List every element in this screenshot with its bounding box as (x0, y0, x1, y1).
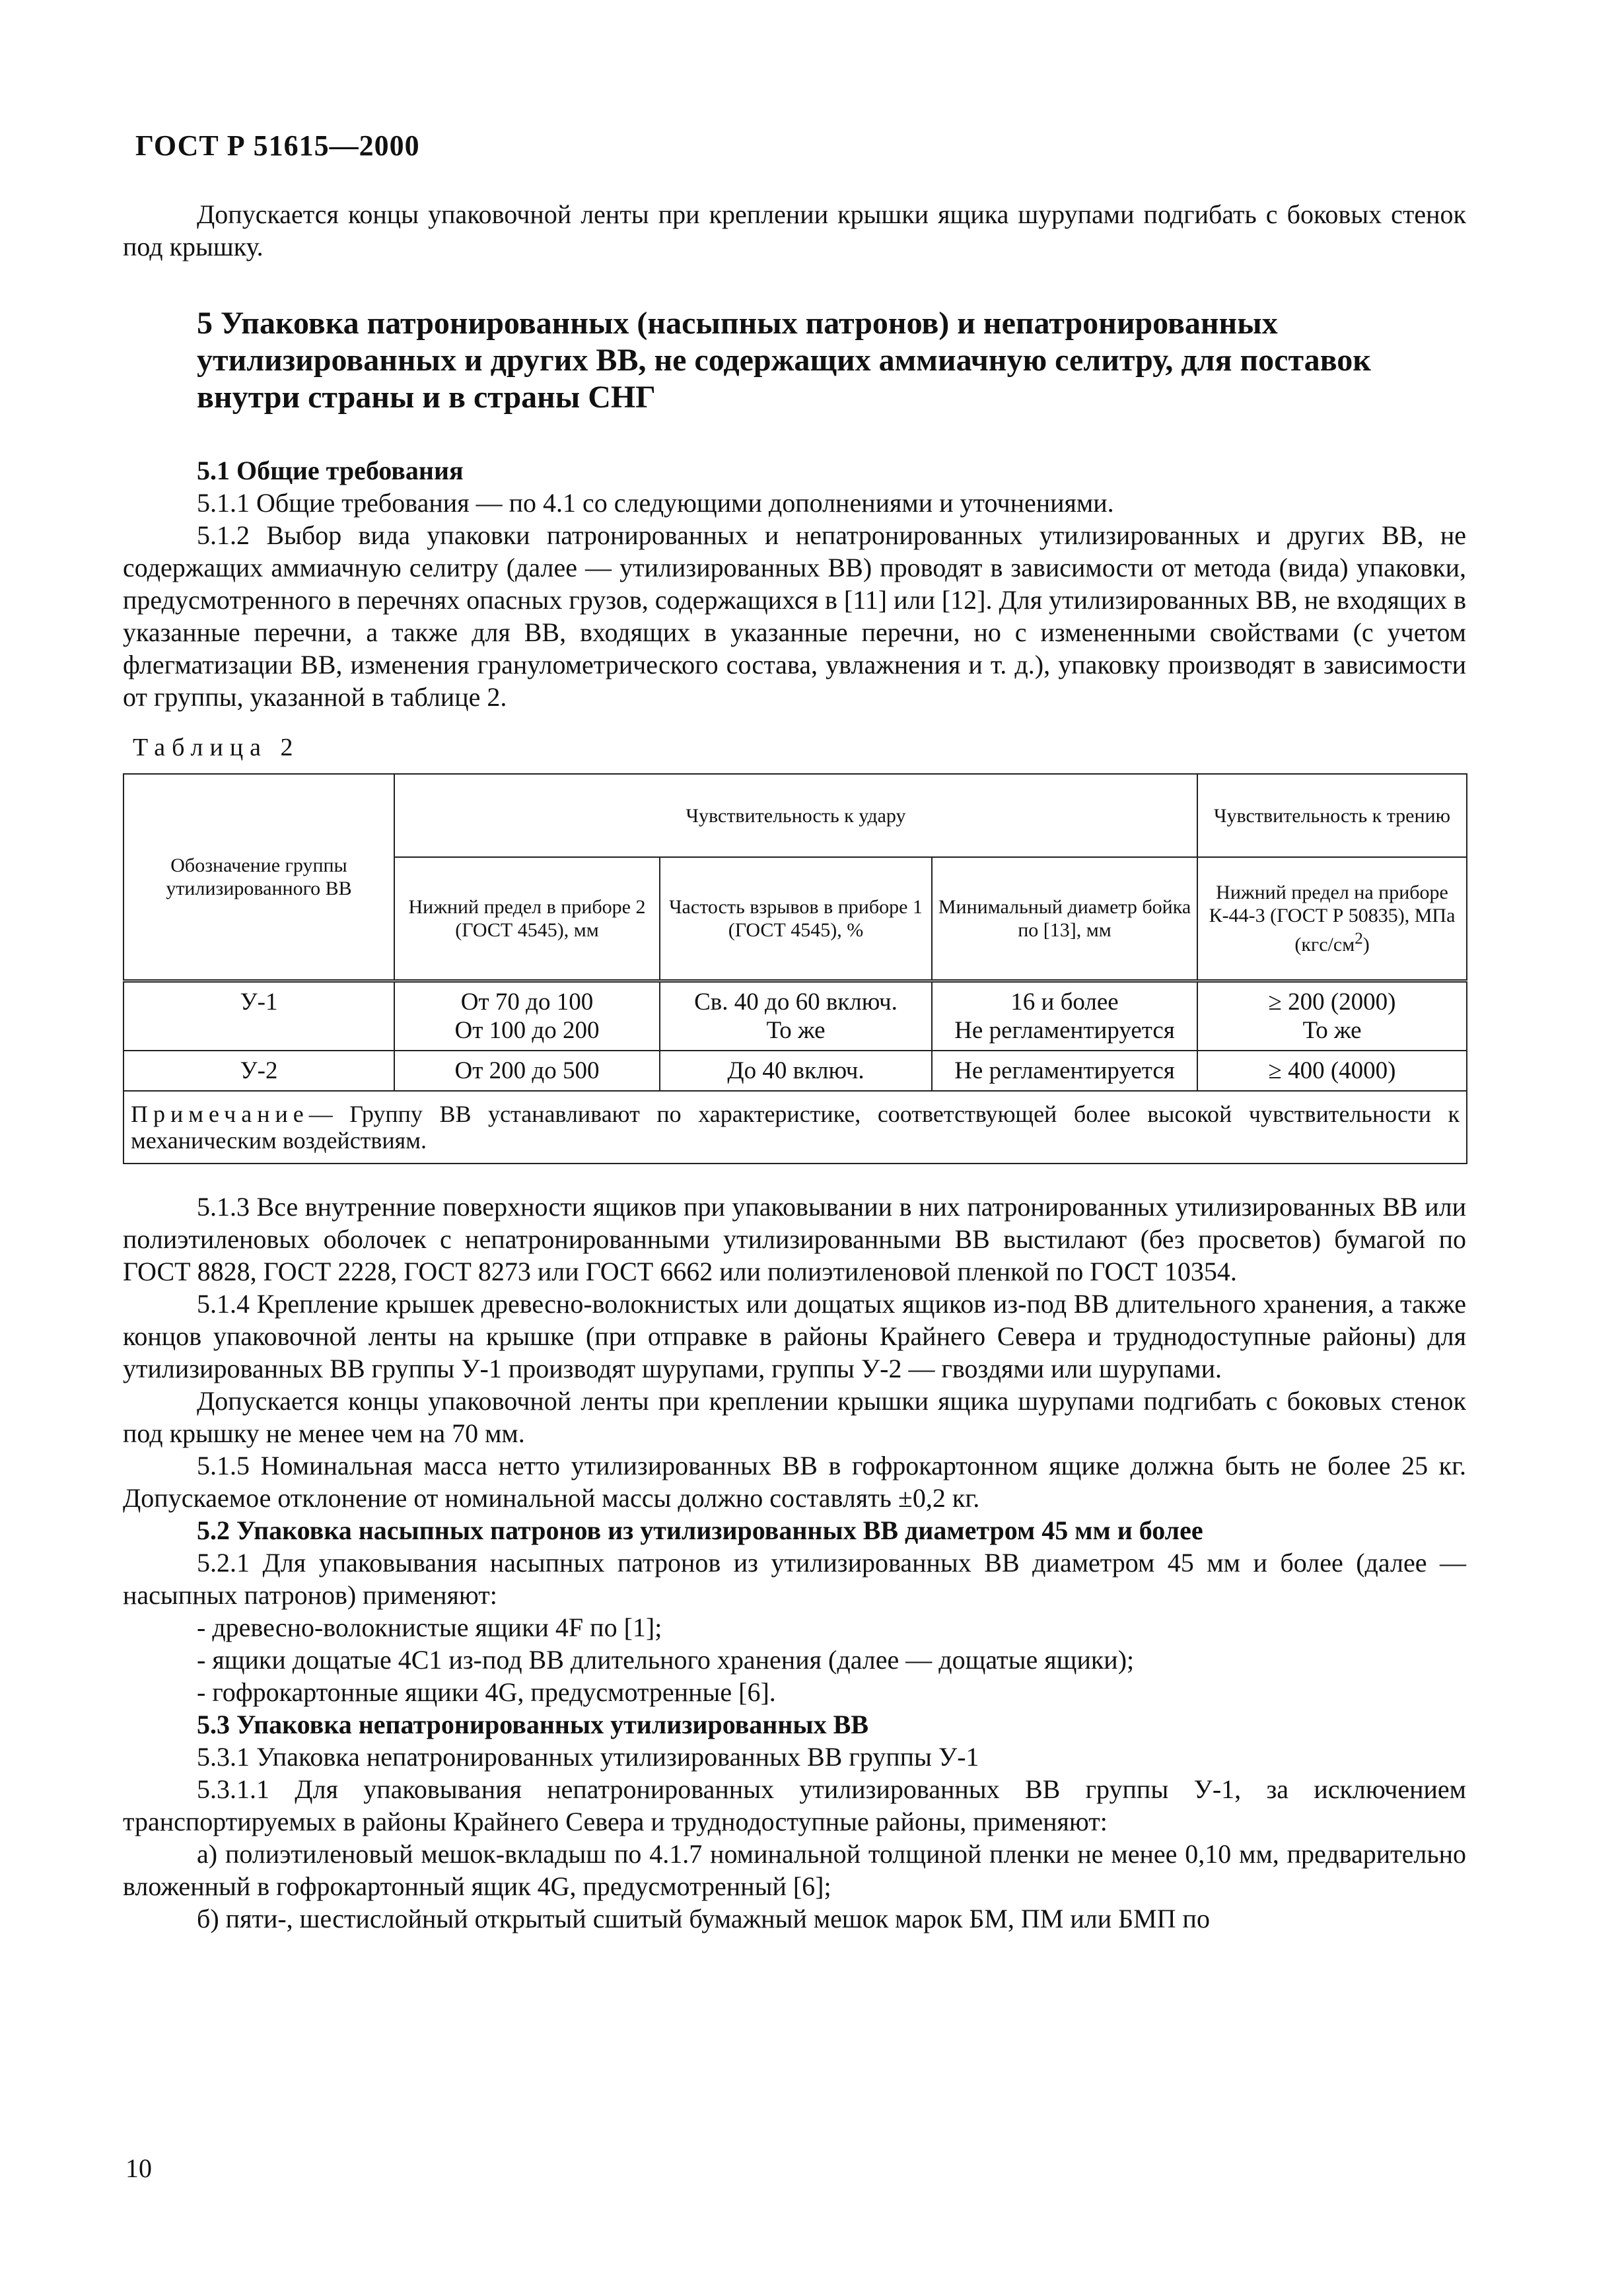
cell-lower-limit (394, 981, 660, 1051)
paragraph-5-1-4: 5.1.4 Крепление крышек древесно-волокнистых или дощатых ящиков из-под ВВ длительного хранения, а также концов упаковочной ленты на крышке (при отправке в районы Крайнего Севера и труднодоступные районы) для утилизированных ВВ группы У-1 производят шурупами, группы У-2 — гвоздями или шурупами. (123, 1289, 1466, 1383)
cell-line: От 100 до 200 (454, 1017, 600, 1044)
paragraph-5-3-1-1: 5.3.1.1 Для упаковывания непатронированных утилизированных ВВ группы У-1, за исключением транспортируемых в районы Крайнего Севера и труднодоступные районы, применяют: (123, 1774, 1466, 1836)
cell-friction: ≥ 400 (4000) (1197, 1051, 1467, 1091)
paragraph-5-1-4-continued: Допускается концы упаковочной ленты при креплении крышки ящика шурупами подгибать с боковых стенок под крышку не менее чем на 70 мм. (123, 1386, 1466, 1448)
cell-line: ≥ 200 (2000) (1268, 989, 1396, 1016)
cell-frequency: До 40 включ. (660, 1051, 932, 1091)
intro-paragraph: Допускается концы упаковочной ленты при креплении крышки ящика шурупами подгибать с боковых стенок под крышку. (123, 199, 1466, 261)
cell-line: Св. 40 до 60 включ. (694, 989, 898, 1016)
cell-line: От 70 до 100 (460, 989, 594, 1016)
paragraph-5-1-2: 5.1.2 Выбор вида упаковки патронированных и непатронированных утилизированных и других ВВ, не содержащих аммиачную селитру (далее — утилизированных ВВ) проводят в зависимости от метода (вида) упаковки, предусмотренного в перечнях опасных грузов, содержащихся в [11] или [12]. Для утилизированных ВВ, не входящих в указанные перечни, а также для ВВ, входящих в указанные перечни, но с измененными свойствами (с учетом флегматизации ВВ, изменения гранулометрического состава, увлажнения и т. д.), упаковку производят в зависимости от группы, указанной в таблице 2. (123, 520, 1466, 712)
paragraph-5-1-5: 5.1.5 Номинальная масса нетто утилизированных ВВ в гофрокартонном ящике должна быть не более 25 кг. Допускаемое отклонение от номинальной массы должно составлять ±0,2 кг. (123, 1451, 1466, 1513)
header-min-striker-diameter: Минимальный диаметр бойка по [13], мм (932, 857, 1197, 981)
list-item: - ящики дощатые 4С1 из-под ВВ длительного хранения (далее — дощатые ящики); (197, 1645, 1135, 1675)
cell-line: 16 и более (1010, 989, 1119, 1016)
header-friction-lower-limit (1197, 857, 1467, 981)
page-number: 10 (125, 2153, 152, 2183)
cell-line: То же (1302, 1017, 1362, 1044)
cell-diameter: Не регламентируется (932, 1051, 1197, 1091)
table-note (123, 1091, 1467, 1164)
header-lower-limit: Нижний предел в приборе 2 (ГОСТ 4545), мм (394, 857, 660, 981)
header-impact-sensitivity: Чувствительность к удару (394, 774, 1197, 857)
subsection-5-3-title: 5.3 Упаковка непатронированных утилизированных ВВ (197, 1710, 868, 1739)
subsection-5-1-title: 5.1 Общие требования (197, 456, 464, 485)
superscript-2: 2 (1355, 930, 1363, 948)
paragraph-5-3-1: 5.3.1 Упаковка непатронированных утилизированных ВВ группы У-1 (197, 1742, 979, 1772)
closing-paren: ) (1362, 934, 1370, 956)
paragraph-5-1-1: 5.1.1 Общие требования — по 4.1 со следующими дополнениями и уточнениями. (197, 488, 1114, 518)
list-item: - древесно-волокнистые ящики 4F по [1]; (197, 1613, 662, 1642)
note-text: — Группу ВВ устанавливают по характеристике, соответствующей более высокой чувствительности к механическим воздействиям. (131, 1101, 1460, 1154)
header-group-designation: Обозначение группы утилизированного ВВ (123, 774, 394, 981)
paragraph-item-b: б) пяти-, шестислойный открытый сшитый бумажный мешок марок БМ, ПМ или БМП по (197, 1904, 1210, 1933)
cell-line: То же (766, 1017, 826, 1044)
header-explosion-frequency: Частость взрывов в приборе 1 (ГОСТ 4545), % (660, 857, 932, 981)
subsection-5-2-title: 5.2 Упаковка насыпных патронов из утилизированных ВВ диаметром 45 мм и более (197, 1515, 1203, 1545)
cell-group: У-1 (123, 981, 394, 1051)
paragraph-5-1-3: 5.1.3 Все внутренние поверхности ящиков при упаковывании в них патронированных утилизированных ВВ или полиэтиленовых оболочек с непатронированными утилизированными ВВ выстилают (без просветов) бумагой по ГОСТ 8828, ГОСТ 2228, ГОСТ 8273 или ГОСТ 6662 или полиэтиленовой пленкой по ГОСТ 10354. (123, 1192, 1466, 1286)
cell-group: У-2 (123, 1051, 394, 1091)
cell-diameter (932, 981, 1197, 1051)
cell-lower-limit: От 200 до 500 (394, 1051, 660, 1091)
header-friction-lower-text: Нижний предел на приборе К-44-3 (ГОСТ Р 50835), МПа (кгс/см (1209, 882, 1456, 956)
cell-friction (1197, 981, 1467, 1051)
cell-line: Не регламентируется (954, 1017, 1175, 1044)
cell-frequency (660, 981, 932, 1051)
document-body (123, 198, 1466, 1935)
document-code-header: ГОСТ Р 51615—2000 (135, 129, 420, 162)
paragraph-item-a: а) полиэтиленовый мешок-вкладыш по 4.1.7 номинальной толщиной пленки не менее 0,10 мм, предварительно вложенный в гофрокартонный ящик 4G, предусмотренный [6]; (123, 1839, 1466, 1901)
section-5-title: 5 Упаковка патронированных (насыпных патронов) и непатронированных утилизированных и других ВВ, не содержащих аммиачную селитру, для поставок внутри страны и в страны СНГ (197, 306, 1371, 415)
list-item: - гофрокартонные ящики 4G, предусмотренные [6]. (197, 1677, 776, 1707)
table-row (123, 981, 1467, 1051)
table-caption: Таблица 2 (133, 734, 300, 761)
note-label: Примечание (131, 1101, 309, 1127)
table-row (123, 1051, 1467, 1091)
header-friction-sensitivity: Чувствительность к трению (1197, 774, 1467, 857)
paragraph-5-2-1: 5.2.1 Для упаковывания насыпных патронов из утилизированных ВВ диаметром 45 мм и более (далее — насыпных патронов) применяют: (123, 1548, 1466, 1610)
table-2 (123, 773, 1467, 1164)
